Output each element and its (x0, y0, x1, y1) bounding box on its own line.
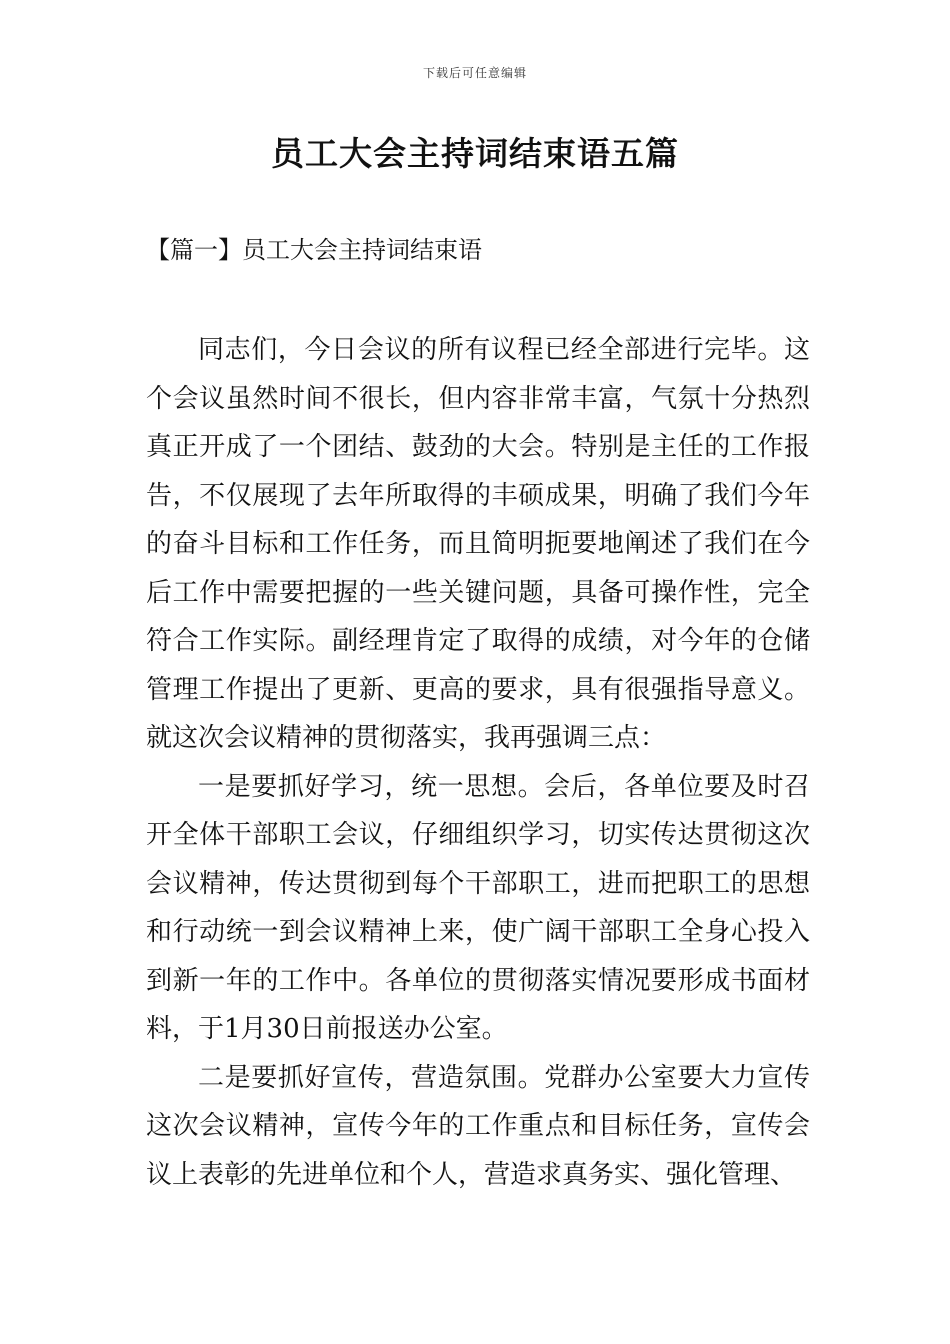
header-note: 下载后可任意编辑 (422, 66, 527, 80)
document-title: 员工大会主持词结束语五篇 (271, 134, 679, 173)
paragraph-point-two: 二是要抓好宣传，营造氛围。党群办公室要大力宣传这次会议精神，宣传今年的工作重点和目标任务，宣传会议上表彰的先进单位和个人，营造求真务实、强化管理、 (146, 1062, 810, 1190)
paragraph-point-one: 一是要抓好学习，统一思想。会后，各单位要及时召开全体干部职工会议，仔细组织学习，切实传达贯彻这次会议精神，传达贯彻到每个干部职工，进而把职工的思想和行动统一到会议精神上来，使广阔干部职工全身心投入到新一年的工作中。各单位的贯彻落实情况要形成书面材料，于1月30日前报送办公室。 (146, 771, 810, 1044)
section-heading: 【篇一】员工大会主持词结束语 (146, 236, 482, 264)
body-text (146, 326, 810, 1199)
paragraph-intro: 同志们，今日会议的所有议程已经全部进行完毕。这个会议虽然时间不很长，但内容非常丰富，气氛十分热烈真正开成了一个团结、鼓劲的大会。特别是主任的工作报告，不仅展现了去年所取得的丰硕成果，明确了我们今年的奋斗目标和工作任务，而且简明扼要地阐述了我们在今后工作中需要把握的一些关键问题，具备可操作性，完全符合工作实际。副经理肯定了取得的成绩，对今年的仓储管理工作提出了更新、更高的要求，具有很强指导意义。就这次会议精神的贯彻落实，我再强调三点： (146, 335, 810, 753)
